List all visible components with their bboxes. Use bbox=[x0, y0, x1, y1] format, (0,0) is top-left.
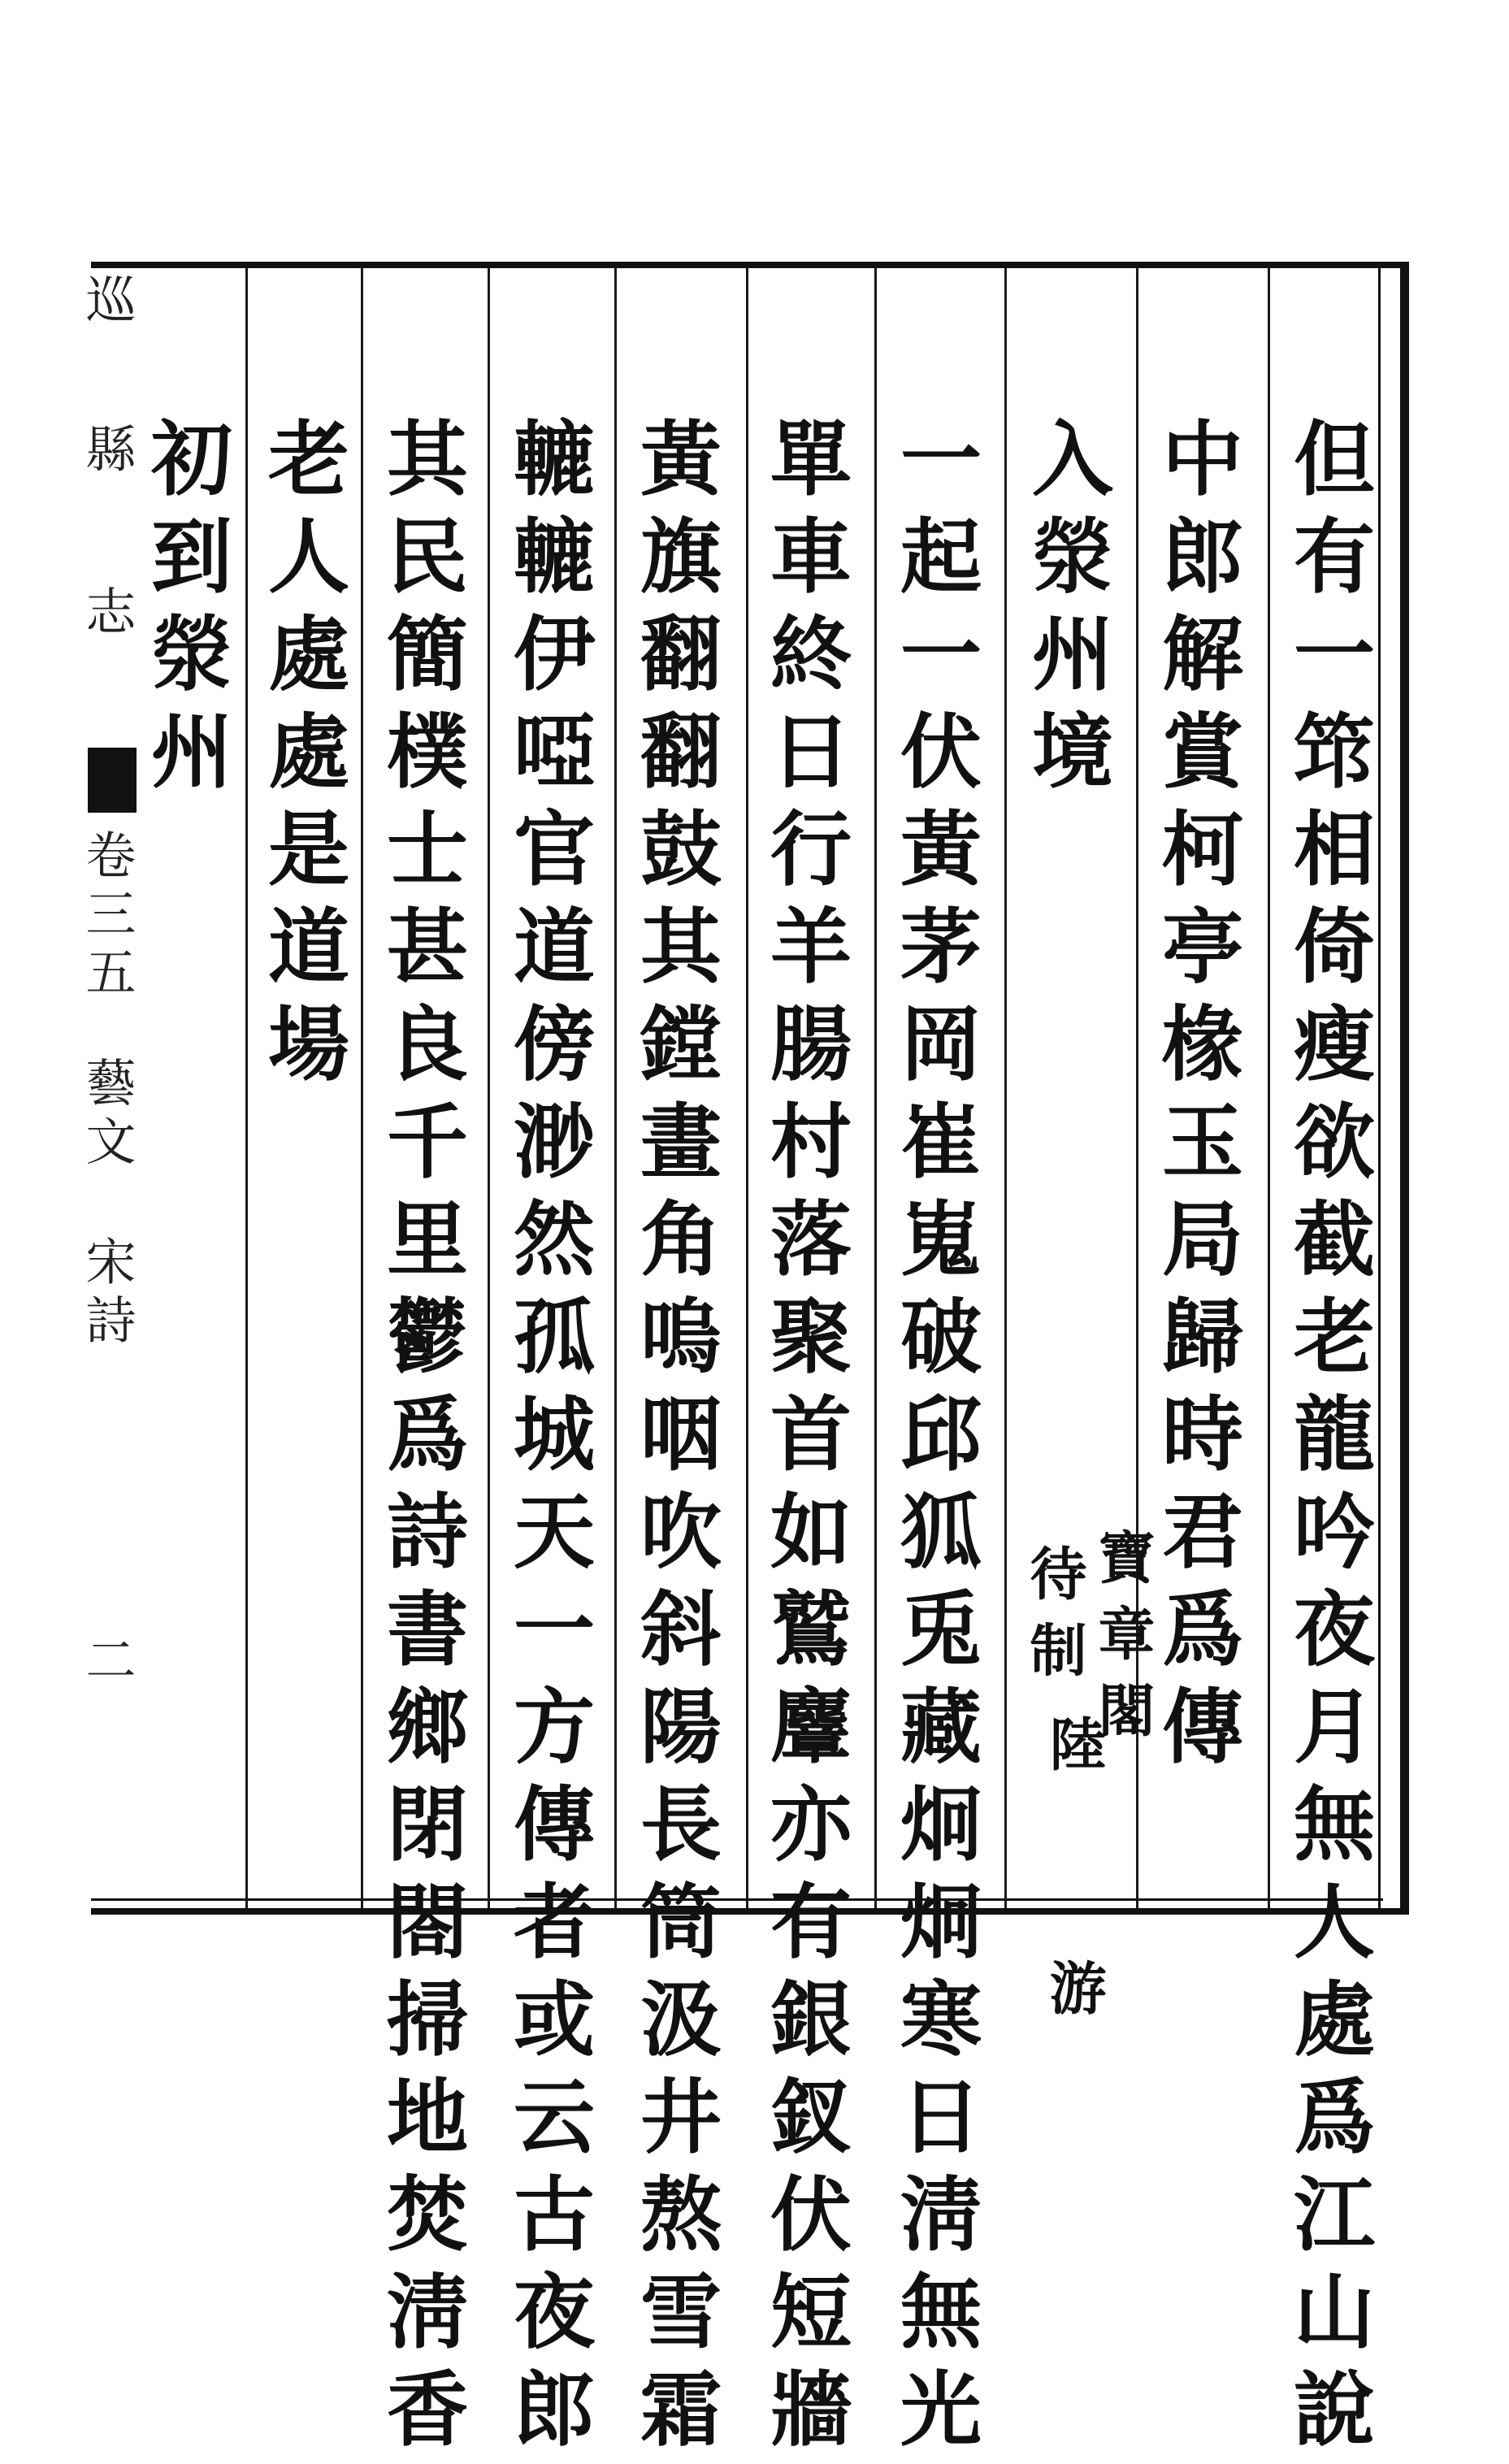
fold-page-number: 二 bbox=[77, 1633, 137, 1692]
fold-category: 藝文 bbox=[77, 1056, 137, 1173]
fold-title-top: 巡 bbox=[77, 273, 137, 332]
author-name: 陸 游 bbox=[1040, 1715, 1108, 2080]
author-office: 寶章閣 bbox=[1089, 1528, 1156, 1757]
column-rule bbox=[488, 268, 490, 1908]
column-rule bbox=[1268, 268, 1270, 1908]
column-rule bbox=[614, 268, 617, 1908]
text-column-7: 轆轆伊啞官道傍渺然孤城天一方傳者或云古夜郎 bbox=[500, 416, 596, 2464]
text-column-5: 單車終日行羊腸村落聚首如鷲麞亦有銀釵伏短牆 bbox=[757, 416, 852, 2464]
author-rank: 待制 bbox=[1021, 1544, 1088, 1697]
text-column-3-heading: 入滎州境 bbox=[1018, 416, 1114, 806]
column-rule bbox=[874, 268, 877, 1908]
column-rule bbox=[245, 268, 248, 1908]
fold-subcategory: 宋詩 bbox=[77, 1235, 137, 1352]
fold-title-mid: 縣 bbox=[77, 423, 137, 481]
fold-volume: 志 bbox=[77, 585, 137, 644]
text-column-4: 一起一伏黃茅岡崔嵬破邱狐兎藏炯炯寒日淸無光 bbox=[887, 416, 982, 2464]
column-rule bbox=[1004, 268, 1007, 1908]
text-column-1: 但有一筇相倚瘦欲截老龍吟夜月無人處爲江山說 bbox=[1280, 416, 1376, 2464]
frame-inner-bottom-rule bbox=[91, 1898, 1383, 1901]
text-column-10-heading: 初到滎州 bbox=[137, 416, 233, 806]
fold-black-mark bbox=[88, 748, 137, 813]
text-column-2: 中郎解賞柯亭椽玉局歸時君爲傳 bbox=[1148, 416, 1244, 1781]
column-rule bbox=[361, 268, 363, 1908]
text-column-9: 老人處處是道場 bbox=[254, 416, 350, 1099]
column-rule bbox=[746, 268, 748, 1908]
fold-section: 卷三五 bbox=[77, 829, 137, 1004]
text-column-8: 其民簡樸士甚良千里鬱爲詩書鄉閉閤掃地焚淸香 bbox=[373, 416, 469, 2464]
text-column-6: 黃旗翻翻鼓其鏜畫角嗚咽吹斜陽長筒汲井熬雪霜 bbox=[627, 416, 722, 2464]
frame-inner-right-rule bbox=[1378, 268, 1381, 1908]
